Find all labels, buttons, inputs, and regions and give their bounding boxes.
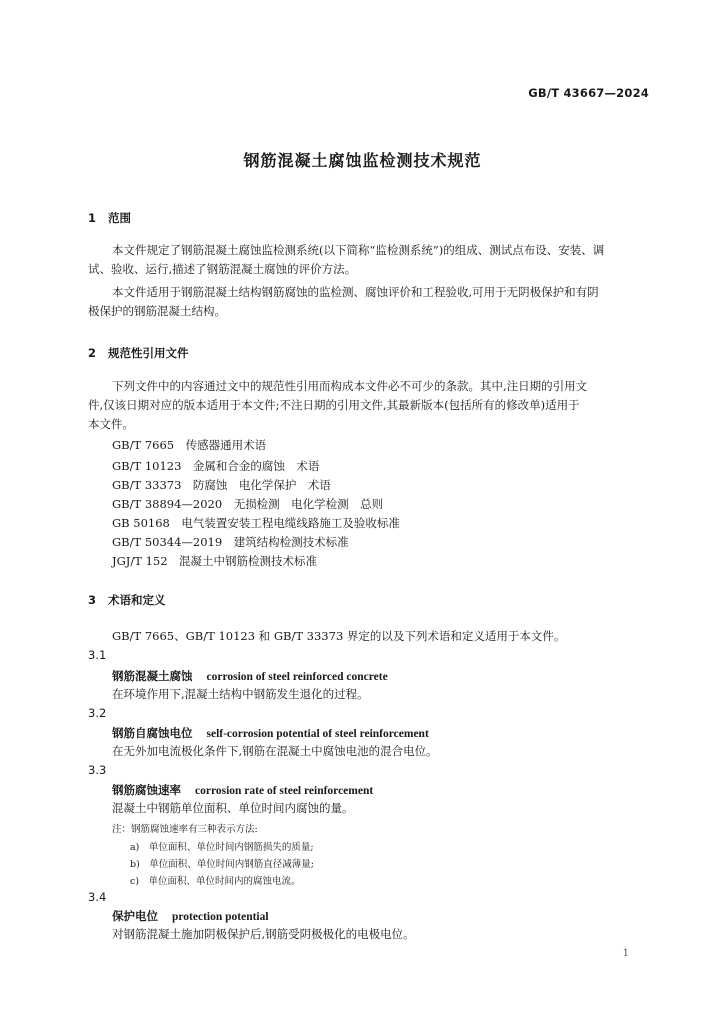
term-heading [112,908,269,924]
term-zh: 保护电位 [112,909,158,923]
standard-code: GB/T 43667—2024 [528,86,649,100]
text-line: 本文件。 [88,417,134,431]
reference-item: GB/T 10123 金属和合金的腐蚀 术语 [112,459,320,473]
text-line: 试、验收、运行,描述了钢筋混凝土腐蚀的评价方法。 [88,262,357,276]
note-item: c) 单位面积、单位时间内的腐蚀电流。 [130,876,301,887]
scope-paragraph-1 [88,241,648,279]
term-heading [112,782,373,798]
term-en: self-corrosion potential of steel reinforcement [206,728,429,740]
term-definition: 在环境作用下,混凝土结构中钢筋发生退化的过程。 [112,687,369,701]
term-zh: 钢筋腐蚀速率 [112,783,181,797]
terms-intro: GB/T 7665、GB/T 10123 和 GB/T 33373 界定的以及下列术语和定义适用于本文件。 [112,629,566,643]
section-number: 2 [88,346,97,360]
page-number: 1 [622,948,629,959]
section-3-heading [88,592,166,608]
section-number: 1 [88,211,97,225]
text-line: 下列文件中的内容通过文中的规范性引用而构成本文件必不可少的条款。其中,注日期的引用文 [112,379,588,393]
note-item: b) 单位面积、单位时间内钢筋直径减薄量; [130,859,314,870]
scope-paragraph-2 [88,283,648,321]
note-label: 注：钢筋腐蚀速率有三种表示方法: [112,824,258,835]
section-2-heading [88,345,189,361]
term-number: 3.4 [88,890,107,904]
term-zh: 钢筋自腐蚀电位 [112,726,193,740]
term-en: corrosion rate of steel reinforcement [195,785,374,797]
term-definition: 在无外加电流极化条件下,钢筋在混凝土中腐蚀电池的混合电位。 [112,744,438,758]
term-number: 3.1 [88,648,107,662]
section-title: 范围 [108,211,131,225]
reference-item: JGJ/T 152 混凝土中钢筋检测技术标准 [112,554,318,568]
text-line: 件,仅该日期对应的版本适用于本文件;不注日期的引用文件,其最新版本(包括所有的修改单)适用于 [88,398,580,412]
reference-item: GB/T 50344—2019 建筑结构检测技术标准 [112,535,349,549]
term-zh: 钢筋混凝土腐蚀 [112,669,193,683]
reference-item: GB 50168 电气装置安装工程电缆线路施工及验收标准 [112,516,400,530]
section-number: 3 [88,593,97,607]
document-title: 钢筋混凝土腐蚀监检测技术规范 [243,151,482,170]
note-item: a) 单位面积、单位时间内钢筋损失的质量; [130,842,314,853]
term-heading [112,725,429,741]
term-en: protection potential [172,911,269,923]
reference-item: GB/T 38894—2020 无损检测 电化学检测 总则 [112,497,384,511]
term-number: 3.3 [88,763,107,777]
term-number: 3.2 [88,706,107,720]
term-en: corrosion of steel reinforced concrete [206,671,388,683]
normative-intro [88,377,648,434]
text-line: 本文件规定了钢筋混凝土腐蚀监检测系统(以下简称“监检测系统”)的组成、测试点布设、安装、调 [112,243,605,257]
reference-item: GB/T 33373 防腐蚀 电化学保护 术语 [112,478,331,492]
reference-item: GB/T 7665 传感器通用术语 [112,438,267,452]
section-title: 规范性引用文件 [108,346,189,360]
term-definition: 混凝土中钢筋单位面积、单位时间内腐蚀的量。 [112,801,354,815]
text-line: 极保护的钢筋混凝土结构。 [88,304,226,318]
text-line: 本文件适用于钢筋混凝土结构钢筋腐蚀的监检测、腐蚀评价和工程验收,可用于无阴极保护和有阴 [112,285,599,299]
term-definition: 对钢筋混凝土施加阴极保护后,钢筋受阴极极化的电极电位。 [112,927,415,941]
section-1-heading [88,210,131,226]
section-title: 术语和定义 [108,593,166,607]
term-heading [112,668,388,684]
